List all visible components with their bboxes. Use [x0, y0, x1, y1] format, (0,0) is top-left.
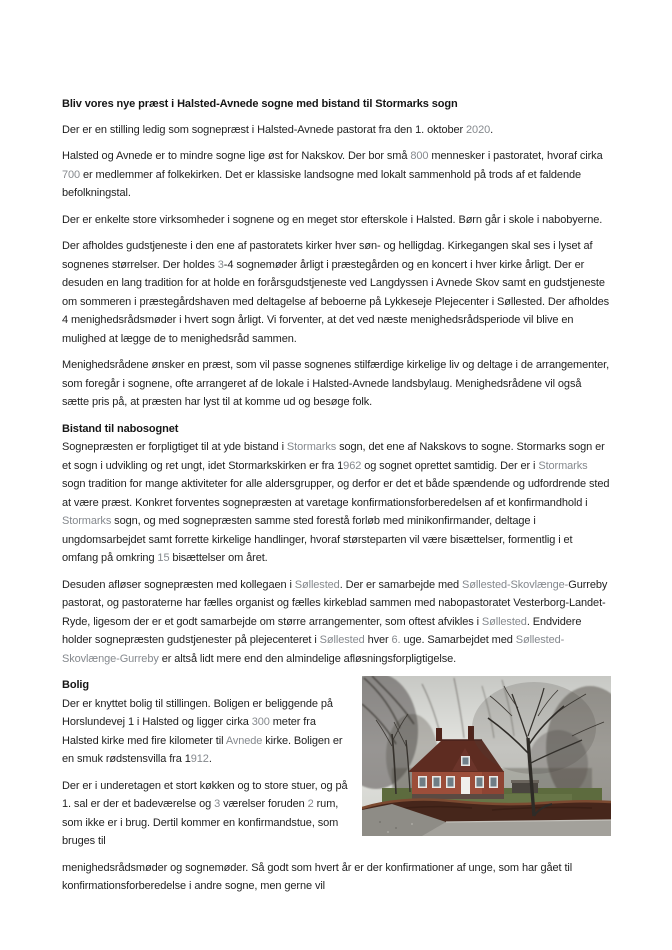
text-span: Halsted og Avnede er to mindre sogne lige øst for Nakskov. Der bor små: [62, 150, 411, 162]
text-span: Desuden afløser sognepræsten med kollegaen i: [62, 578, 295, 591]
paragraph-menighedsraad: [62, 356, 611, 412]
text-span: Der er knyttet bolig til stillingen. Boligen er beliggende på Horslundevej 1 i Halsted og ligger cirka: [62, 697, 333, 728]
text-span: Der er en stilling ledig som sognepræst i Halsted-Avnede pastorat fra den 1. oktober: [62, 123, 467, 136]
muted-text-span: Stormarks: [286, 441, 337, 453]
paragraph-sogne: [62, 147, 611, 203]
text-span: bisættelser om året.: [169, 552, 268, 564]
muted-text-span: 2: [307, 798, 314, 810]
document-content: [62, 95, 611, 896]
text-span: og sognet oprettet samtidig. Der er i: [361, 459, 539, 472]
heading-bolig: Bolig: [62, 679, 89, 691]
rectory-house-illustration: [362, 676, 611, 836]
text-span: Der er enkelte store virksomheder i sognene og en meget stor efterskole i Halsted. Børn går i skole i nabobyerne.: [62, 213, 603, 226]
muted-text-span: Stormarks: [538, 459, 588, 472]
muted-text-span: 6.: [391, 634, 401, 646]
paragraph-gudstjeneste: [62, 237, 611, 348]
paragraph-bistand-1: [62, 438, 611, 568]
text-span: sogn tradition for mange aktiviteter for alle aldersgrupper, og derfor er det et både spændende og udfordrende sted at være præst. Konkret forventes sognepræsten at varetage konfirmationsforberedelsen af et konfirmandhold i: [62, 478, 610, 509]
text-span: menighedsrådsmøder og sognemøder. Så godt som hvert år er der konfirmationer af unge, som har gået til konfirmationsforberedelse i andre sogne, men gerne vil: [62, 861, 573, 892]
muted-text-span: 3: [217, 258, 224, 271]
text-span: .: [490, 123, 494, 136]
text-span: Der afholdes gudstjeneste i den ene af pastoratets kirker hver søn- og helligdag. Kirkegangen skal ses i lyset af sognenes størrelser. Der holdes: [62, 240, 593, 271]
text-span: uge. Samarbejdet med: [400, 634, 516, 646]
text-span: rum, som ikke er i brug. Dertil kommer en konfirmandstue, som bruges til: [62, 798, 339, 847]
text-span: -4 sognemøder årligt i præstegården og en koncert i hver kirke årligt. Der er desuden en lang tradition for at holde en forårsgudstjeneste ved Langdyssen i Avnede Skov samt en gudstjeneste om sommeren i præstegårdshaven med deltagelse af beboerne på Lykkeseje Plejecenter i Søllested. Der afholdes 4 menighedsrådsmøder i hvert sogn årligt. Vi forventer, at det ved næste menighedsrådsperiode vil blive en mulighed at lægge de to menighedsråd sammen.: [62, 258, 610, 345]
paragraph-intro: [62, 121, 611, 140]
muted-text-span: Stormarks: [62, 515, 112, 527]
muted-text-span: Søllested-Skovlænge-: [462, 578, 569, 591]
text-span: Sognepræsten er forpligtiget til at yde bistand i: [62, 441, 287, 453]
muted-text-span: 3: [214, 798, 221, 810]
text-span: værelser foruden: [220, 798, 308, 810]
road: [422, 820, 611, 836]
paragraph-bistand-2: [62, 576, 611, 669]
muted-text-span: Søllested-Skovlænge-Gurreby: [62, 634, 565, 665]
text-span: . Endvidere holder sognepræsten gudstjenester på plejecenteret i: [62, 615, 582, 646]
text-span: sogn, det ene af Nakskovs to sogne. Stormarks sogn er et sogn i udvikling og ret ungt, idet Stormarkskirken er fra 1: [62, 441, 605, 472]
text-span: Der er i underetagen et stort køkken og to store stuer, og på 1. sal er der et badeværelse og: [62, 779, 348, 810]
heading-bistand: Bistand til nabosognet: [62, 422, 179, 435]
muted-text-span: 15: [157, 552, 170, 564]
shed: [511, 780, 539, 793]
text-span: mennesker i pastoratet, hvoraf cirka: [428, 150, 603, 162]
muted-text-span: Søllested: [481, 615, 527, 628]
text-span: sogn, og med sognepræsten samme sted forestå forløb med minikonfirmander, deltage i ungdomsarbejdet samt forrette kirkelige handlinger, hvoraf størsteparten vil være bisættelser, formentlig i et omfang på omkring: [62, 515, 573, 564]
paragraph-bolig-3: [62, 859, 611, 896]
section-bolig: [62, 676, 611, 896]
text-span: hver: [364, 634, 392, 646]
text-span: er medlemmer af folkekirken. Det er klassiske landsogne med lokalt sammenhold på trods af et faldende befolkningstal.: [62, 168, 582, 199]
text-span: Menighedsrådene ønsker en præst, som vil passe sognenes stilfærdige kirkelige liv og deltage i de arrangementer, som foregår i sognene, ofte arrangeret af de lokale i Halsted-Avnede landsbylaug. Menighedsrådene vil også sætte pris på, at præsten har lyst til at komme ud og besøge folk.: [62, 359, 610, 408]
muted-text-span: 300: [251, 716, 270, 728]
paragraph-virksomheder: [62, 211, 611, 230]
muted-text-span: 2020: [466, 123, 491, 136]
rectory-house-photo: [362, 676, 611, 836]
muted-text-span: 912: [190, 753, 209, 765]
text-span: meter fra Halsted kirke med fire kilometer til: [62, 716, 316, 747]
text-span: Gurreby pastorat, og pastoraterne har fælles organist og fælles kirkeblad sammen med nabopastoratet Vesterborg-Landet-Ryde, ligesom der er et godt samarbejde om større arrangementer, som oftest afvikles i: [62, 578, 608, 628]
muted-text-span: Søllested: [319, 634, 365, 646]
muted-text-span: 700: [62, 168, 81, 181]
muted-text-span: 800: [410, 150, 429, 162]
muted-text-span: 962: [343, 459, 362, 472]
muted-text-span: Søllested: [294, 578, 340, 591]
page-title: Bliv vores nye præst i Halsted-Avnede sogne med bistand til Stormarks sogn: [62, 98, 458, 110]
muted-text-span: Avnede: [225, 734, 263, 747]
text-span: kirke. Boligen er en smuk rødstensvilla fra 1: [62, 734, 343, 765]
text-span: .: [208, 753, 212, 765]
text-span: er altså lidt mere end den almindelige afløsningsforpligtigelse.: [158, 652, 457, 665]
text-span: . Der er samarbejde med: [339, 578, 463, 591]
